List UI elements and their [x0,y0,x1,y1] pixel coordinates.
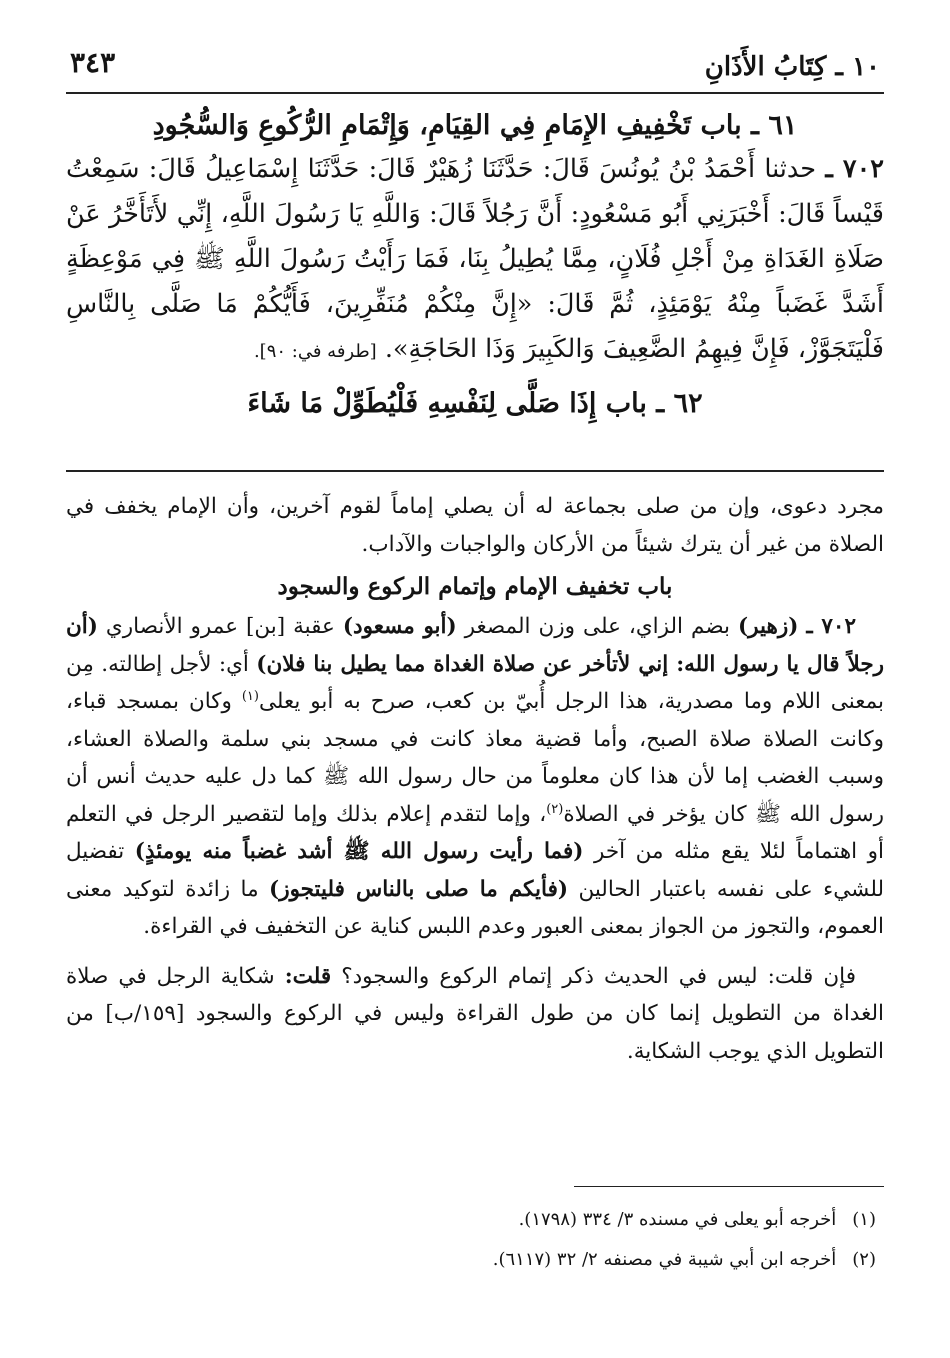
quoted-term: (فأيكم ما صلى بالناس فليتجوز) [269,876,569,902]
hadith-section [66,100,884,425]
footnote-rule [574,1186,884,1187]
commentary-section [66,488,884,1070]
running-header [66,44,884,94]
footnote-text: أخرجه أبو يعلى في مسنده ٣/ ٣٣٤ (١٧٩٨). [518,1209,837,1230]
commentary-paragraph-702 [66,608,884,946]
commentary-text: أي: لأجل إطالته. مِن بمعنى اللام وما مصدرية، هذا الرجل أُبيّ بن كعب، صرح به أبو يعلى [66,651,884,714]
commentary-text: بضم الزاي، على وزن المصغر [456,614,738,639]
footnotes [66,1200,876,1280]
commentary-text: ما زائدة لتوكيد معنى العموم، والتجوز من الجواز بمعنى العبور وعدم اللبس كناية عن التخفيف في القراءة. [66,876,884,939]
footnote-number: (٢) [852,1249,876,1270]
running-title: ١٠ ـ كِتَابُ الأَذَانِ [704,52,880,82]
footnote-2 [66,1240,876,1280]
footnote-1 [66,1200,876,1240]
hadith-body: حدثنا أَحْمَدُ بْنُ يُونُسَ قَالَ: حَدَّثَنَا زُهَيْرٌ قَالَ: حَدَّثَنَا إِسْمَاعِيلُ قَالَ: سَمِعْتُ قَيْساً قَالَ: أَخْبَرَنِي أَبُو مَسْعُودٍ: أَنَّ رَجُلاً قَالَ: وَاللَّهِ يَا رَسُولَ اللَّهِ، إِنِّي لأَتَأَخَّرُ عَنْ صَلَاةِ الغَدَاةِ مِنْ أَجْلِ فُلَانٍ، مِمَّا يُطِيلُ بِنَا، فَمَا رَأَيْتُ رَسُولَ اللَّهِ ﷺ فِي مَوْعِظَةٍ أَشَدَّ غَضَباً مِنْهُ يَوْمَئِذٍ، ثُمَّ قَالَ: «إِنَّ مِنْكُمْ مُنَفِّرِينَ، فَأَيُّكُمْ مَا صَلَّى بِالنَّاسِ فَلْيَتَجَوَّزْ، فَإِنَّ فِيهِمُ الضَّعِيفَ وَالكَبِيرَ وَذَا الحَاجَةِ». [66,154,884,364]
quoted-term: (أن رجلاً قال يا رسول الله: إني لأتأخر عن صلاة الغداة مما يطيل بنا فلان) [66,614,885,677]
section-divider [66,470,884,472]
commentary-text: ، وإما لتقدم إعلام بذلك وإما لتقصير الرجل في التعلم أو اهتماماً لئلا يقع مثله من آخر [66,801,884,864]
hadith-702 [66,147,884,374]
commentary-text: وكان بمسجد قباء، وكانت الصلاة صلاة الصبح، وأما قضية معاذ كانت في مسجد بني سلمة والصلاة العشاء، وسبب الغضب إما لأن هذا كان معلوماً من حال رسول الله ﷺ كما دل عليه حديث أنس أن رسول الله ﷺ كان يؤخر في الصلاة [66,689,884,827]
chapter-heading-62: ٦٢ ـ باب إِذَا صَلَّى لِنَفْسِهِ فَلْيُطَوِّلْ مَا شَاءَ [247,388,703,419]
answer-marker: قلت: [284,963,332,989]
commentary-heading: باب تخفيف الإمام وإتمام الركوع والسجود [277,573,673,600]
footnote-marker-1[interactable]: (١) [241,688,259,704]
quoted-term: (أبو مسعود) [342,614,457,639]
hadith-number: ٧٠٢ ـ [825,154,884,184]
commentary-paragraph-question [66,958,884,1071]
footnote-number: (١) [852,1209,876,1230]
commentary-text: عقبة [بن] عمرو الأنصاري [97,614,343,639]
commentary-text: تفضيل للشيء على نفسه باعتبار الحالين [66,839,884,902]
quoted-term: (زهير) [737,614,799,639]
commentary-text: فإن قلت: ليس في الحديث ذكر إتمام الركوع والسجود؟ [331,963,856,989]
commentary-hadith-number: ٧٠٢ ـ [806,614,856,639]
quoted-term: (فما رأيت رسول الله ﷺ أشد غضباً منه يومئذٍ) [134,839,584,864]
footnote-text: أخرجه ابن أبي شيبة في مصنفه ٢/ ٣٢ (٦١١٧). [492,1249,837,1270]
footnote-marker-2[interactable]: (٢) [546,801,564,817]
paragraph-spacer [66,946,884,958]
chapter-heading-61: ٦١ ـ باب تَخْفِيفِ الإِمَامِ فِي القِيَامِ، وَإِتْمَامِ الرُّكُوعِ وَالسُّجُودِ [152,110,798,141]
commentary-intro: مجرد دعوى، وإن من صلى بجماعة له أن يصلي إماماً لقوم آخرين، وأن الإمام يخفف في الصلاة من غير أن يترك شيئاً من الأركان والواجبات والآداب. [66,494,885,557]
page-number: ٣٤٣ [70,46,116,79]
hadith-cross-reference: [طرفه في: ٩٠]. [253,341,377,362]
commentary-text: شكاية الرجل في صلاة الغداة من التطويل إنما كان من طول القراءة وليس في الركوع والسجود [١٥٩/ب] من التطويل الذي يوجب الشكاية. [66,963,884,1064]
